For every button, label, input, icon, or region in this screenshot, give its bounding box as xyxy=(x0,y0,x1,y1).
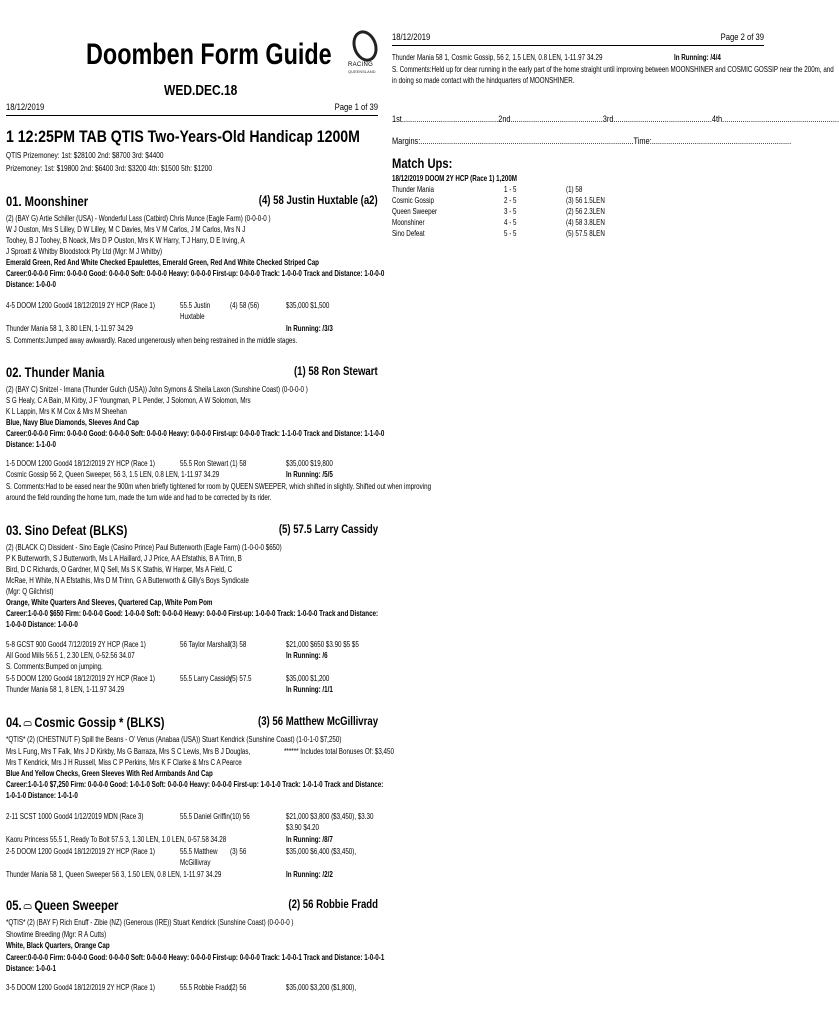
stewards-comments: S. Comments:Held up for clear running in the early part of the home straight until improving between MOONSHINER and COSMIC GOSSIP near the 200m, and xyxy=(392,65,834,74)
qtis-prizemoney: QTIS Prizemoney: 1st: $28100 2nd: $8700 3rd: $4400 xyxy=(6,151,164,160)
header-divider xyxy=(6,115,378,116)
start-barrier: (1) 58 xyxy=(230,459,247,468)
runner-name: 03. Sino Defeat (BLKS) xyxy=(6,522,128,538)
match-up-place: 5 - 5 xyxy=(504,229,517,238)
career-line: Career:0-0-0-0 Firm: 0-0-0-0 Good: 0-0-0-0 Soft: 0-0-0-0 Heavy: 0-0-0-0 First-up: 0-0-0-0 Track: 1-0-0-0 Track and Distance: 1-0-0-0 xyxy=(6,269,385,278)
start-jockey: 55.5 Justin xyxy=(180,301,211,310)
runner-horse: Cosmic Gossip * (BLKS) xyxy=(34,714,165,730)
start-desc: 5-8 GCST 900 Good4 7/12/2019 2Y HCP (Race 1) xyxy=(6,640,146,649)
start-jockey: 55.5 Matthew xyxy=(180,847,218,856)
start-jockey: 55.5 Daniel Griffin xyxy=(180,812,230,821)
owners-line: Mrs T Kendrick, Mrs J H Russell, Miss C P Perkins, Mrs K F Clarke & Mrs C A Pearce xyxy=(6,758,242,767)
owners-line: K L Lappin, Mrs K M Cox & Mrs M Sheehan xyxy=(6,407,127,416)
start-jockey: 55.5 Ron Stewart xyxy=(180,459,229,468)
colours-line: Blue And Yellow Checks, Green Sleeves With Red Armbands And Cap xyxy=(6,769,213,778)
match-ups-title: Match Ups: xyxy=(392,155,453,171)
runner-jockey: (3) 56 Matthew McGillivray xyxy=(257,714,378,728)
start-prize: $21,000 $650 $3.90 $5 $5 xyxy=(286,640,359,649)
match-up-info: (5) 57.5 8LEN xyxy=(566,229,605,238)
start-barrier: (5) 57.5 xyxy=(230,674,252,683)
start-prize: $3.90 $4.20 xyxy=(286,823,319,832)
logo-ring-icon xyxy=(348,27,381,65)
start-desc: 3-5 DOOM 1200 Good4 18/12/2019 2Y HCP (Race 1) xyxy=(6,983,155,992)
match-up-horse: Queen Sweeper xyxy=(392,207,438,216)
bonus-note: ****** Includes total Bonuses Of: $3,450 xyxy=(284,747,394,756)
start-jockey: Huxtable xyxy=(180,312,205,321)
distance-line: Distance: 1-0-0-1 xyxy=(6,964,56,973)
match-up-place: 3 - 5 xyxy=(504,207,517,216)
in-running: In Running: /5/5 xyxy=(286,470,333,479)
in-running: In Running: /2/2 xyxy=(286,870,333,879)
owners-line: Showtime Breeding (Mgr: R A Cutts) xyxy=(6,930,107,939)
breeding-line: (2) (BAY C) Snitzel - Imana (Thunder Gulch (USA)) John Symons & Sheila Laxon (Sunshine Coast) (0-0-0-0 ) xyxy=(6,385,308,394)
margins-line: Margins:........................................................................................................Time:.................................................................... xyxy=(392,136,792,146)
start-barrier: (4) 58 (56) xyxy=(230,301,260,310)
continued-result: Thunder Mania 58 1, Cosmic Gossip, 56 2, 1.5 LEN, 0.8 LEN, 1-11.97 34.29 xyxy=(392,53,603,62)
racing-queensland-logo xyxy=(348,30,378,76)
start-prize: $21,000 $3,800 ($3,450), $3.30 xyxy=(286,812,374,821)
breeding-line: *QTIS* (2) (CHESTNUT F) Spill the Beans - O' Venus (Anabaa (USA)) Stuart Kendrick (Sunshine Coast) (1-0-1-0 $7,250) xyxy=(6,735,342,744)
match-up-info: (4) 58 3.8LEN xyxy=(566,218,605,227)
distance-line: Distance: 1-1-0-0 xyxy=(6,440,56,449)
in-running: In Running: /8/7 xyxy=(286,835,333,844)
start-result: Kaoru Princess 55.5 1, Ready To Bolt 57.5 3, 1.30 LEN, 1.0 LEN, 0-57.58 34.28 xyxy=(6,835,227,844)
logo-text: RACING xyxy=(348,62,374,68)
match-up-info: (2) 56 2.3LEN xyxy=(566,207,605,216)
start-jockey: 56 Taylor Marshall xyxy=(180,640,231,649)
start-barrier: (10) 56 xyxy=(230,812,250,821)
jockey-silks-icon xyxy=(24,720,32,727)
runner-name xyxy=(6,714,164,730)
match-up-info: (3) 56 1.5LEN xyxy=(566,196,605,205)
stewards-comments: around the field rounding the home turn, made the turn wide and had to be corrected by its rider. xyxy=(6,493,272,502)
stewards-comments: S. Comments:Had to be eased near the 900m when briefly tightened for room by QUEEN SWEEPER, which shifted in slightly. Shifted out when improving xyxy=(6,482,432,491)
owners-line: Mrs L Fung, Mrs T Falk, Mrs J D Kirkby, Ms G Barraza, Mrs S C Lewis, Mrs B J Douglas, xyxy=(6,747,251,756)
owners-line: P K Butterworth, S J Butterworth, Ms L A Haillard, J J Price, A A Efstathis, B A Trinn, B xyxy=(6,554,242,563)
start-prize: $35,000 $19,800 xyxy=(286,459,333,468)
runner-name xyxy=(6,897,118,913)
runner-name: 01. Moonshiner xyxy=(6,193,89,209)
meeting-date: WED.DEC.18 xyxy=(164,82,238,99)
start-jockey: McGillivray xyxy=(180,858,211,867)
right-page-date: 18/12/2019 xyxy=(392,32,431,42)
owners-line: S G Healy, C A Bain, M Kirby, J F Youngman, P L Pender, J Solomon, A W Solomon, Mrs xyxy=(6,396,251,405)
start-barrier: (3) 56 xyxy=(230,847,247,856)
placings-line: 1st...............................................2nd.............................................3rd................................................4th......................................................... xyxy=(392,114,839,124)
owners-line: (Mgr: Q Gilchrist) xyxy=(6,587,54,596)
career-line: Career:1-0-1-0 $7,250 Firm: 0-0-0-0 Good: 1-0-1-0 Soft: 0-0-0-0 Heavy: 0-0-0-0 First-up: 1-0-1-0 Track: 1-0-1-0 Track and Distance: xyxy=(6,780,384,789)
match-up-horse: Cosmic Gossip xyxy=(392,196,434,205)
start-result: Thunder Mania 58 1, 3.80 LEN, 1-11.97 34.29 xyxy=(6,324,133,333)
start-result: Thunder Mania 58 1, 8 LEN, 1-11.97 34.29 xyxy=(6,685,125,694)
start-prize: $35,000 $6,400 ($3,450), xyxy=(286,847,357,856)
match-ups-race: 18/12/2019 DOOM 2Y HCP (Race 1) 1,200M xyxy=(392,174,517,183)
match-up-horse: Sino Defeat xyxy=(392,229,425,238)
start-barrier: (2) 56 xyxy=(230,983,247,992)
owners-line: W J Ouston, Mrs S Lilley, D W Lilley, M C Davies, Mrs V M Carlos, J M Carlos, Mrs N J xyxy=(6,225,246,234)
stewards-comments: S. Comments:Bumped on jumping. xyxy=(6,662,103,671)
career-line: Career:1-0-0-0 $650 Firm: 0-0-0-0 Good: 1-0-0-0 Soft: 0-0-0-0 Heavy: 0-0-0-0 First-up: 1-0-0-0 Track: 1-0-0-0 Track and Distance: xyxy=(6,609,379,618)
race-title: 1 12:25PM TAB QTIS Two-Years-Old Handicap 1200M xyxy=(6,127,360,146)
match-up-info: (1) 58 xyxy=(566,185,583,194)
stewards-comments: S. Comments:Jumped away awkwardly. Raced ungenerously when being restrained in the middle stages. xyxy=(6,336,298,345)
start-desc: 4-5 DOOM 1200 Good4 18/12/2019 2Y HCP (Race 1) xyxy=(6,301,155,310)
runner-jockey: (4) 58 Justin Huxtable (a2) xyxy=(259,193,378,207)
start-desc: 1-5 DOOM 1200 Good4 18/12/2019 2Y HCP (Race 1) xyxy=(6,459,155,468)
match-up-place: 2 - 5 xyxy=(504,196,517,205)
start-result: All Good Mills 56.5 1, 2.30 LEN, 0-52.56 34.07 xyxy=(6,651,135,660)
start-result: Cosmic Gossip 56 2, Queen Sweeper, 56 3, 1.5 LEN, 0.8 LEN, 1-11.97 34.29 xyxy=(6,470,220,479)
career-line: Career:0-0-0-0 Firm: 0-0-0-0 Good: 0-0-0-0 Soft: 0-0-0-0 Heavy: 0-0-0-0 First-up: 0-0-0-0 Track: 1-1-0-0 Track and Distance: 1-1-0-0 xyxy=(6,429,385,438)
match-up-place: 1 - 5 xyxy=(504,185,517,194)
right-page xyxy=(392,0,839,1024)
runner-horse: Queen Sweeper xyxy=(34,897,119,913)
prizemoney: Prizemoney: 1st: $19800 2nd: $6400 3rd: $3200 4th: $1500 5th: $1200 xyxy=(6,164,213,173)
runner-jockey: (5) 57.5 Larry Cassidy xyxy=(278,522,378,536)
owners-line: McRae, H White, N A Efstathis, Mrs D M Trinn, G A Butterworth & Gilly's Boys Syndicate xyxy=(6,576,249,585)
in-running: In Running: /3/3 xyxy=(286,324,333,333)
runner-name: 02. Thunder Mania xyxy=(6,364,105,380)
logo-subtext: QUEENSLAND xyxy=(348,69,376,74)
start-desc: 5-5 DOOM 1200 Good4 18/12/2019 2Y HCP (Race 1) xyxy=(6,674,155,683)
start-result: Thunder Mania 58 1, Queen Sweeper 56 3, 1.50 LEN, 0.8 LEN, 1-11.97 34.29 xyxy=(6,870,222,879)
distance-line: 1-0-0-0 Distance: 1-0-0-0 xyxy=(6,620,78,629)
page-title: Doomben Form Guide xyxy=(86,38,332,71)
start-prize: $35,000 $1,200 xyxy=(286,674,330,683)
owners-line: Toohey, B J Toohey, B Noack, Mrs D P Ouston, Mrs K W Harry, T J Harry, D E Irving, A xyxy=(6,236,245,245)
in-running: In Running: /1/1 xyxy=(286,685,333,694)
distance-line: Distance: 1-0-0-0 xyxy=(6,280,56,289)
colours-line: White, Black Quarters, Orange Cap xyxy=(6,941,110,950)
start-desc: 2-11 SCST 1000 Good4 1/12/2019 MDN (Race 3) xyxy=(6,812,144,821)
runner-jockey: (2) 56 Robbie Fradd xyxy=(288,897,378,911)
match-up-horse: Moonshiner xyxy=(392,218,425,227)
header-divider xyxy=(392,45,764,46)
in-running: In Running: /6 xyxy=(286,651,328,660)
runner-number: 04. xyxy=(6,714,22,730)
breeding-line: *QTIS* (2) (BAY F) Rich Enuff - Zibie (NZ) (Generous (IRE)) Stuart Kendrick (Sunshine Coast) (0-0-0-0 ) xyxy=(6,918,294,927)
colours-line: Orange, White Quarters And Sleeves, Quartered Cap, White Pom Pom xyxy=(6,598,213,607)
breeding-line: (2) (BLACK C) Dissident - Sino Eagle (Casino Prince) Paul Butterworth (Eagle Farm) (1-0-0-0 $650) xyxy=(6,543,282,552)
breeding-line: (2) (BAY G) Artie Schiller (USA) - Wonderful Lass (Catbird) Chris Munce (Eagle Farm) (0-0-0-0 ) xyxy=(6,214,271,223)
right-page-number: Page 2 of 39 xyxy=(720,32,764,42)
match-up-place: 4 - 5 xyxy=(504,218,517,227)
stewards-comments: in doing so made contact with the hindquarters of MOONSHINER. xyxy=(392,76,575,85)
start-prize: $35,000 $3,200 ($1,800), xyxy=(286,983,357,992)
career-line: Career:0-0-0-0 Firm: 0-0-0-0 Good: 0-0-0-0 Soft: 0-0-0-0 Heavy: 0-0-0-0 First-up: 0-0-0-0 Track: 1-0-0-1 Track and Distance: 1-0-0-1 xyxy=(6,953,385,962)
owners-line: Bird, D C Richards, O Gardner, M Q Sell, Ms S K Stathis, W Harper, Ms A Field, C xyxy=(6,565,233,574)
start-jockey: 55.5 Larry Cassidy xyxy=(180,674,233,683)
runner-jockey: (1) 58 Ron Stewart xyxy=(294,364,378,378)
colours-line: Emerald Green, Red And White Checked Epaulettes, Emerald Green, Red And White Checked Striped Cap xyxy=(6,258,319,267)
owners-line: J Sproatt & Whitby Bloodstock Pty Ltd (Mgr: M J Whitby) xyxy=(6,247,163,256)
colours-line: Blue, Navy Blue Diamonds, Sleeves And Cap xyxy=(6,418,139,427)
match-up-horse: Thunder Mania xyxy=(392,185,434,194)
jockey-silks-icon xyxy=(24,903,32,910)
in-running: In Running: /4/4 xyxy=(674,53,721,62)
start-prize: $35,000 $1,500 xyxy=(286,301,330,310)
start-jockey: 55.5 Robbie Fradd xyxy=(180,983,232,992)
left-page-date: 18/12/2019 xyxy=(6,102,45,112)
start-barrier: (3) 58 xyxy=(230,640,247,649)
left-page-number: Page 1 of 39 xyxy=(334,102,378,112)
runner-number: 05. xyxy=(6,897,22,913)
distance-line: 1-0-1-0 Distance: 1-0-1-0 xyxy=(6,791,78,800)
start-desc: 2-5 DOOM 1200 Good4 18/12/2019 2Y HCP (Race 1) xyxy=(6,847,155,856)
